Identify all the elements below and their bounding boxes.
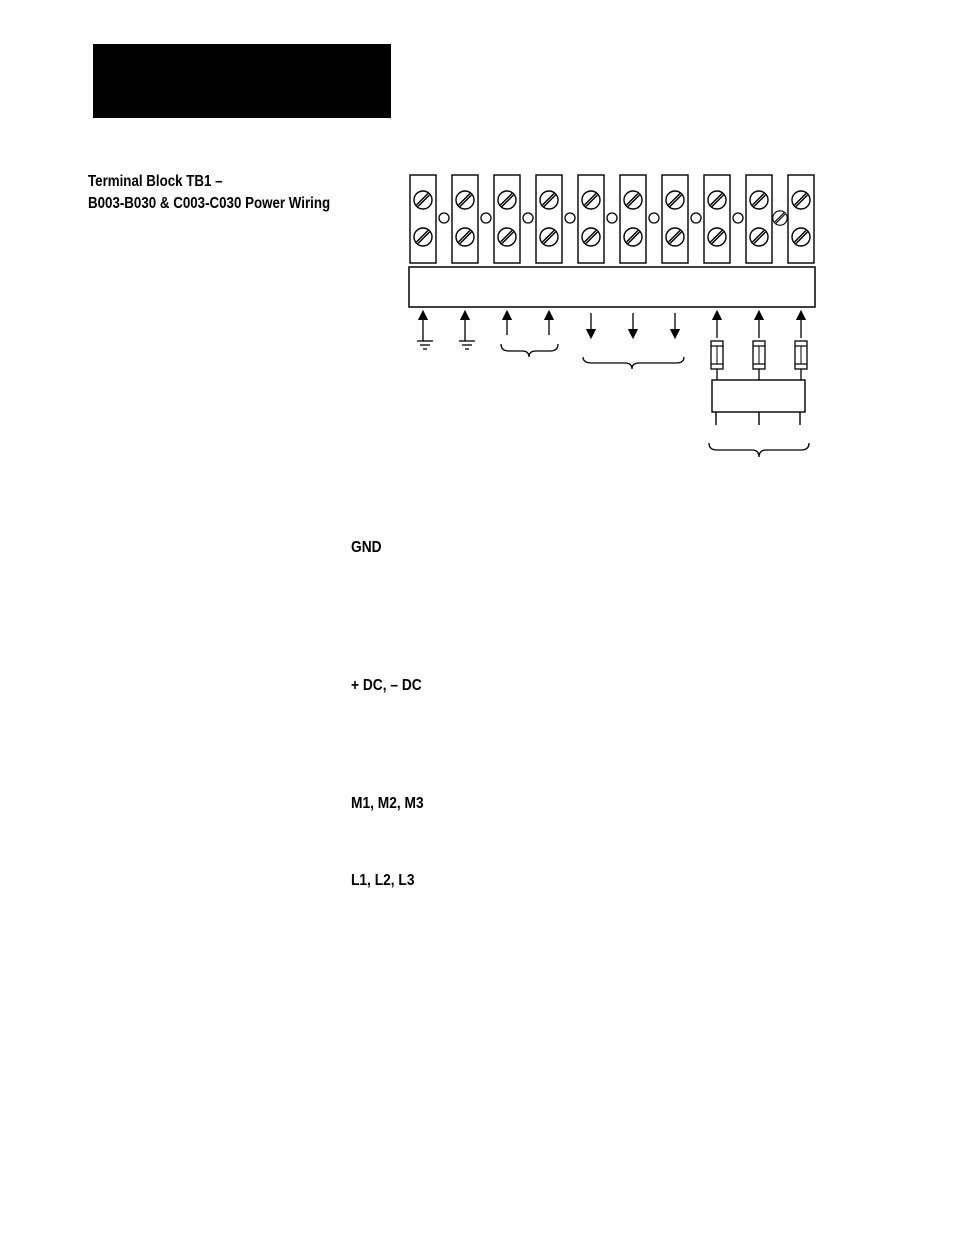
- label-line: L1, L2, L3: [351, 872, 415, 889]
- header-bar: [93, 44, 391, 118]
- terminal-6: [620, 175, 646, 263]
- label-gnd: GND: [351, 539, 382, 556]
- link-hole-6: [649, 213, 659, 223]
- terminal-screw-4-2: [540, 228, 558, 246]
- terminal-screw-3-1: [498, 191, 516, 209]
- terminal-screw-4-1: [540, 191, 558, 209]
- terminal-8: [704, 175, 730, 263]
- dc-brace: [501, 344, 558, 357]
- terminal-screw-6-1: [624, 191, 642, 209]
- link-hole-8: [733, 213, 743, 223]
- link-hole-5: [607, 213, 617, 223]
- terminal-strip: [410, 175, 814, 263]
- motor-brace: [583, 357, 684, 369]
- terminal-screw-2-1: [456, 191, 474, 209]
- terminal-10: [788, 175, 814, 263]
- link-hole-7: [691, 213, 701, 223]
- terminal-base: [409, 267, 815, 307]
- terminal-screw-5-2: [582, 228, 600, 246]
- figure-caption: [88, 171, 346, 215]
- terminal-screw-10-2: [792, 228, 810, 246]
- terminal-screw-1-2: [414, 228, 432, 246]
- terminal-screw-5-1: [582, 191, 600, 209]
- terminal-9: [746, 175, 772, 263]
- fuse-3: [795, 341, 807, 380]
- terminal-3: [494, 175, 520, 263]
- supply-leads: [716, 412, 800, 425]
- caption-line-1: Terminal Block TB1 –: [88, 173, 223, 190]
- ground-symbol-1: [417, 341, 433, 349]
- label-dc: + DC, – DC: [351, 677, 422, 694]
- fuse-2: [753, 341, 765, 380]
- terminal-screw-10-1: [792, 191, 810, 209]
- fuse-1: [711, 341, 723, 380]
- terminal-screw-3-2: [498, 228, 516, 246]
- supply-brace: [709, 443, 809, 457]
- terminal-screw-9-1: [750, 191, 768, 209]
- terminal-screw-2-2: [456, 228, 474, 246]
- terminal-4: [536, 175, 562, 263]
- terminal-screw-6-2: [624, 228, 642, 246]
- terminal-7: [662, 175, 688, 263]
- link-hole-4: [565, 213, 575, 223]
- fuses: [711, 341, 807, 380]
- terminal-screw-8-1: [708, 191, 726, 209]
- link-hole-2: [481, 213, 491, 223]
- terminal-screw-8-2: [708, 228, 726, 246]
- wire-arrows: [423, 313, 801, 341]
- terminal-1: [410, 175, 436, 263]
- disconnect-box: [712, 380, 805, 412]
- terminal-screw-7-2: [666, 228, 684, 246]
- terminal-5: [578, 175, 604, 263]
- terminal-screw-1-1: [414, 191, 432, 209]
- terminal-screw-9-2: [750, 228, 768, 246]
- caption-line-2: B003-B030 & C003-C030 Power Wiring: [88, 195, 331, 212]
- ground-symbol-2: [459, 341, 475, 349]
- link-hole-3: [523, 213, 533, 223]
- terminal-screw-7-1: [666, 191, 684, 209]
- link-hole-1: [439, 213, 449, 223]
- label-motor: M1, M2, M3: [351, 795, 424, 812]
- terminal-2: [452, 175, 478, 263]
- jumper-screw: [773, 211, 787, 225]
